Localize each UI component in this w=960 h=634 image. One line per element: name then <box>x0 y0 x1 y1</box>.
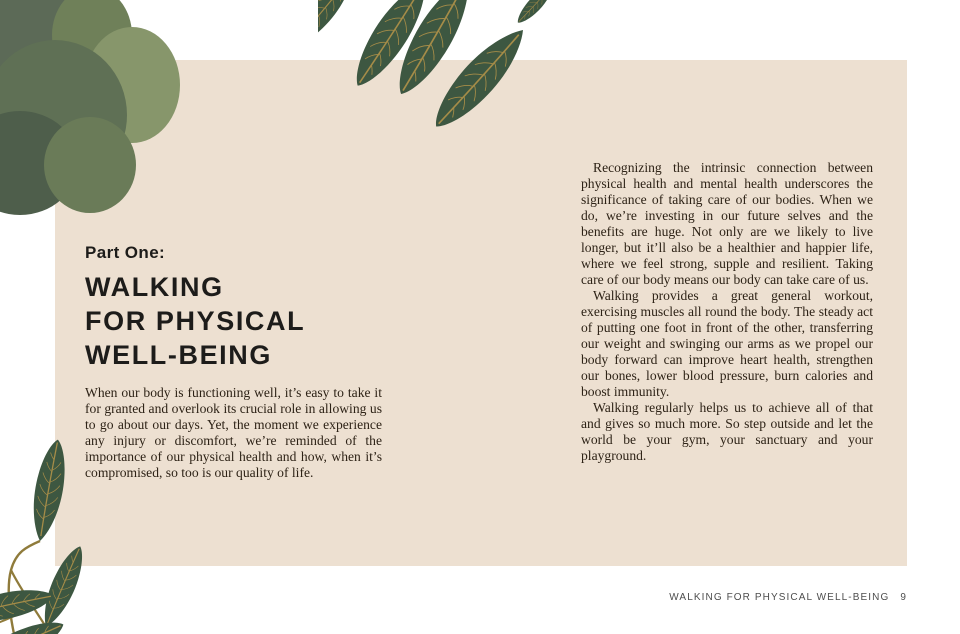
right-column <box>581 160 873 464</box>
body-paragraph: Walking provides a great general workout, exercising muscles all round the body. The steady act of putting one foot in front of the other, transferring our weight and swinging our arms as we propel our body forward can improve heart health, strengthen our bones, lower blood pressure, burn calories and boost immunity. <box>581 288 873 399</box>
intro-paragraph: When our body is functioning well, it’s easy to take it for granted and overlook its crucial role in allowing us to go about our days. Yet, the moment we experience any injury or discomfort, we’re reminded of the importance of our physical health and how, when it’s compromised, so too is our quality of life. <box>85 385 382 480</box>
chapter-title <box>85 270 382 372</box>
body-paragraph: Recognizing the intrinsic connection between physical health and mental health underscores the significance of taking care of our bodies. When we do, we’re investing in our future selves and the benefits are huge. Not only are we likely to live longer, but it’ll also be a healthier and happier life, where we feel strong, supple and resilient. Taking care of our body means our body can take care of us. <box>581 160 873 287</box>
chapter-title-line: WALKING <box>85 272 224 302</box>
chapter-title-line: WELL-BEING <box>85 340 272 370</box>
left-column <box>85 243 382 481</box>
footer-title: WALKING FOR PHYSICAL WELL-BEING <box>669 592 890 603</box>
running-footer <box>669 592 907 603</box>
body-paragraph: Walking regularly helps us to achieve all of that and gives so much more. So step outside and let the world be your gym, your sanctuary and your playground. <box>581 400 873 463</box>
page-number: 9 <box>900 592 907 603</box>
chapter-title-line: FOR PHYSICAL <box>85 306 306 336</box>
part-label: Part One: <box>85 243 166 262</box>
